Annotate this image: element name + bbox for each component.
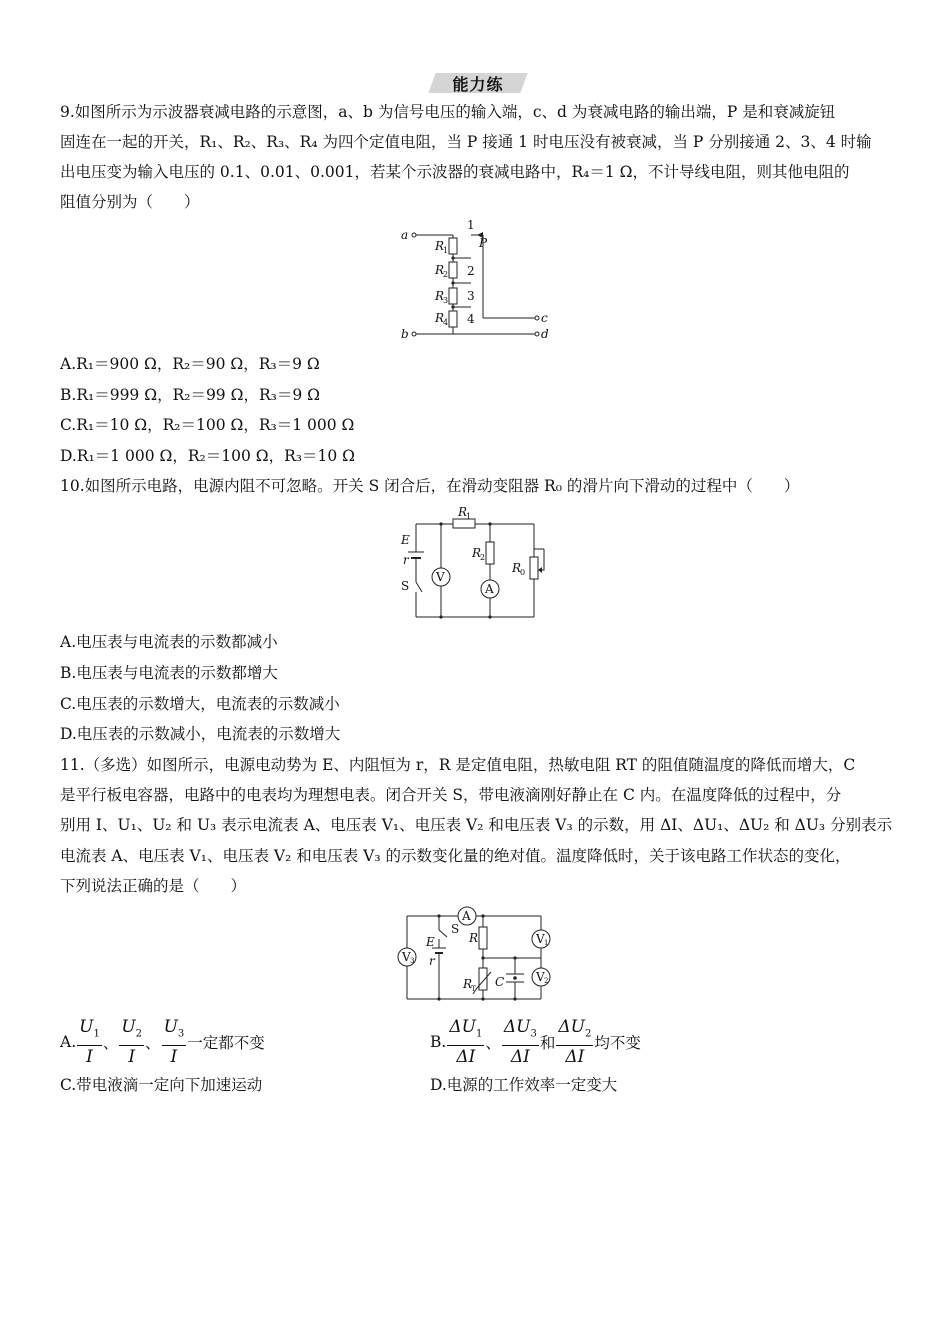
q9-circuit-diagram [395, 218, 560, 344]
svg-text:A: A [462, 909, 471, 923]
svg-text:A: A [485, 582, 494, 596]
svg-text:E: E [401, 533, 410, 547]
svg-text:R: R [512, 561, 522, 575]
switch-s [416, 582, 422, 592]
terminal-b [412, 332, 416, 336]
q10-option-c: C.电压表的示数增大，电流表的示数减小 [60, 695, 340, 713]
q9-option-c: C.R₁＝10 Ω，R₂＝100 Ω，R₃＝1 000 Ω [60, 416, 355, 434]
fraction-du2-over-di: $\frac{\Delta U_2}{\Delta I}$ [558, 1017, 592, 1068]
q11-option-d: D.电源的工作效率一定变大 [430, 1076, 618, 1094]
svg-text:R: R [458, 505, 468, 519]
svg-text:1: 1 [466, 512, 472, 521]
fraction-u3-over-i: $\frac{U_3}{I}$ [163, 1017, 185, 1068]
svg-text:R: R [435, 289, 445, 303]
svg-text:r: r [403, 553, 409, 567]
q9-line-2: 固连在一起的开关，R₁、R₂、R₃、R₄ 为四个定值电阻，当 P 接通 1 时电压没有被衰减，当 P 分别接通 2、3、4 时输 [60, 133, 872, 151]
svg-text:1: 1 [467, 218, 475, 232]
svg-text:R: R [435, 263, 445, 277]
svg-text:4: 4 [443, 318, 449, 327]
fraction-du1-over-di: $\frac{\Delta U_1}{\Delta I}$ [449, 1017, 483, 1068]
q11-option-b: B. $\frac{\Delta U_1}{\Delta I}$ 、 $\frac{\Delta U_3}{\Delta I}$ 和 $\frac{\Delta U_2}{\Delta I}$ 均不变 [430, 1017, 641, 1068]
svg-text:V: V [536, 932, 545, 946]
svg-text:C: C [495, 975, 505, 989]
q10-circuit-diagram [398, 502, 548, 622]
terminal-c [535, 316, 539, 320]
svg-text:2: 2 [443, 270, 449, 279]
svg-text:S: S [401, 579, 410, 593]
switch-s [439, 930, 447, 937]
charged-droplet [513, 976, 517, 980]
svg-text:a: a [401, 228, 409, 242]
resistor-r [479, 927, 487, 949]
q11-line-5: 下列说法正确的是（ ） [60, 877, 247, 895]
svg-text:b: b [401, 327, 409, 341]
svg-text:R: R [435, 239, 445, 253]
svg-text:0: 0 [520, 568, 526, 577]
resistor-r2 [486, 542, 494, 564]
svg-text:T: T [471, 985, 476, 993]
section-header [0, 70, 950, 96]
svg-text:V: V [402, 950, 411, 964]
q9-line-3: 出电压变为输入电压的 0.1、0.01、0.001，若某个示波器的衰减电路中，R₄＝1 Ω，不计导线电阻，则其他电阻的 [60, 163, 850, 181]
svg-text:S: S [451, 922, 460, 936]
terminal-d [535, 332, 539, 336]
svg-text:R: R [435, 311, 445, 325]
svg-text:1: 1 [443, 246, 449, 255]
q10-line-1: 10.如图所示电路，电源内阻不可忽略。开关 S 闭合后，在滑动变阻器 R₀ 的滑片向下滑动的过程中（ ） [60, 477, 800, 495]
resistor-r1 [449, 238, 457, 254]
svg-text:R: R [469, 931, 479, 945]
svg-text:2: 2 [480, 553, 486, 562]
svg-text:r: r [429, 954, 435, 968]
svg-text:3: 3 [410, 957, 415, 965]
svg-text:d: d [541, 327, 549, 341]
svg-text:3: 3 [467, 289, 475, 303]
q11-circuit-diagram [395, 902, 555, 1004]
q10-option-d: D.电压表的示数减小，电流表的示数增大 [60, 725, 341, 743]
q11-option-b-suffix: 均不变 [594, 1034, 641, 1053]
q11-option-b-prefix: B. [430, 1033, 447, 1052]
q11-line-2: 是平行板电容器，电路中的电表均为理想电表。闭合开关 S，带电液滴刚好静止在 C 内。在温度降低的过程中，分 [60, 786, 842, 804]
svg-text:R: R [472, 546, 482, 560]
svg-text:E: E [426, 935, 435, 949]
q11-line-4: 电流表 A、电压表 V₁、电压表 V₂ 和电压表 V₃ 的示数变化量的绝对值。温度降低时，关于该电路工作状态的变化， [60, 847, 851, 865]
q11-option-a-suffix: 一定都不变 [187, 1034, 265, 1053]
q9-option-d: D.R₁＝1 000 Ω，R₂＝100 Ω，R₃＝10 Ω [60, 447, 355, 465]
q11-line-1: 11.（多选）如图所示，电源电动势为 E、内阻恒为 r，R 是定值电阻，热敏电阻 RT 的阻值随温度的降低而增大，C [60, 756, 856, 774]
q11-option-a-prefix: A. [60, 1033, 77, 1052]
terminal-a [412, 233, 416, 237]
rheostat-r0 [530, 557, 538, 579]
resistor-r4 [449, 311, 457, 327]
q9-option-b: B.R₁＝999 Ω，R₂＝99 Ω，R₃＝9 Ω [60, 386, 320, 404]
q9-option-a: A.R₁＝900 Ω，R₂＝90 Ω，R₃＝9 Ω [60, 355, 320, 373]
resistor-r1 [453, 519, 475, 528]
svg-text:R: R [463, 977, 473, 991]
svg-text:2: 2 [544, 977, 549, 985]
svg-text:4: 4 [467, 312, 475, 326]
fraction-du3-over-di: $\frac{\Delta U_3}{\Delta I}$ [503, 1017, 537, 1068]
svg-text:3: 3 [443, 296, 449, 305]
resistor-r2 [449, 262, 457, 278]
q11-line-3: 别用 I、U₁、U₂ 和 U₃ 表示电流表 A、电压表 V₁、电压表 V₂ 和电压表 V₃ 的示数，用 ΔI、ΔU₁、ΔU₂ 和 ΔU₃ 分别表示 [60, 816, 893, 834]
svg-text:V: V [436, 570, 445, 584]
svg-text:c: c [541, 311, 548, 325]
section-title: 能力练 [452, 75, 504, 94]
svg-text:V: V [536, 970, 545, 984]
fraction-u2-over-i: $\frac{U_2}{I}$ [121, 1017, 143, 1068]
q9-line-1: 9.如图所示为示波器衰减电路的示意图，a、b 为信号电压的输入端，c、d 为衰减电路的输出端，P 是和衰减旋钮 [60, 103, 836, 121]
q10-option-b: B.电压表与电流表的示数都增大 [60, 664, 278, 682]
q10-option-a: A.电压表与电流表的示数都减小 [60, 633, 278, 651]
svg-text:1: 1 [544, 939, 549, 947]
svg-text:2: 2 [467, 264, 475, 278]
q9-line-4: 阻值分别为（ ） [60, 193, 200, 211]
q11-option-c: C.带电液滴一定向下加速运动 [60, 1076, 263, 1094]
thermistor-rt [479, 968, 487, 990]
svg-text:P: P [479, 236, 488, 250]
resistor-r3 [449, 288, 457, 304]
q11-option-a: A. $\frac{U_1}{I}$ 、 $\frac{U_2}{I}$ 、 $\frac{U_3}{I}$ 一定都不变 [60, 1017, 265, 1068]
fraction-u1-over-i: $\frac{U_1}{I}$ [79, 1017, 100, 1068]
